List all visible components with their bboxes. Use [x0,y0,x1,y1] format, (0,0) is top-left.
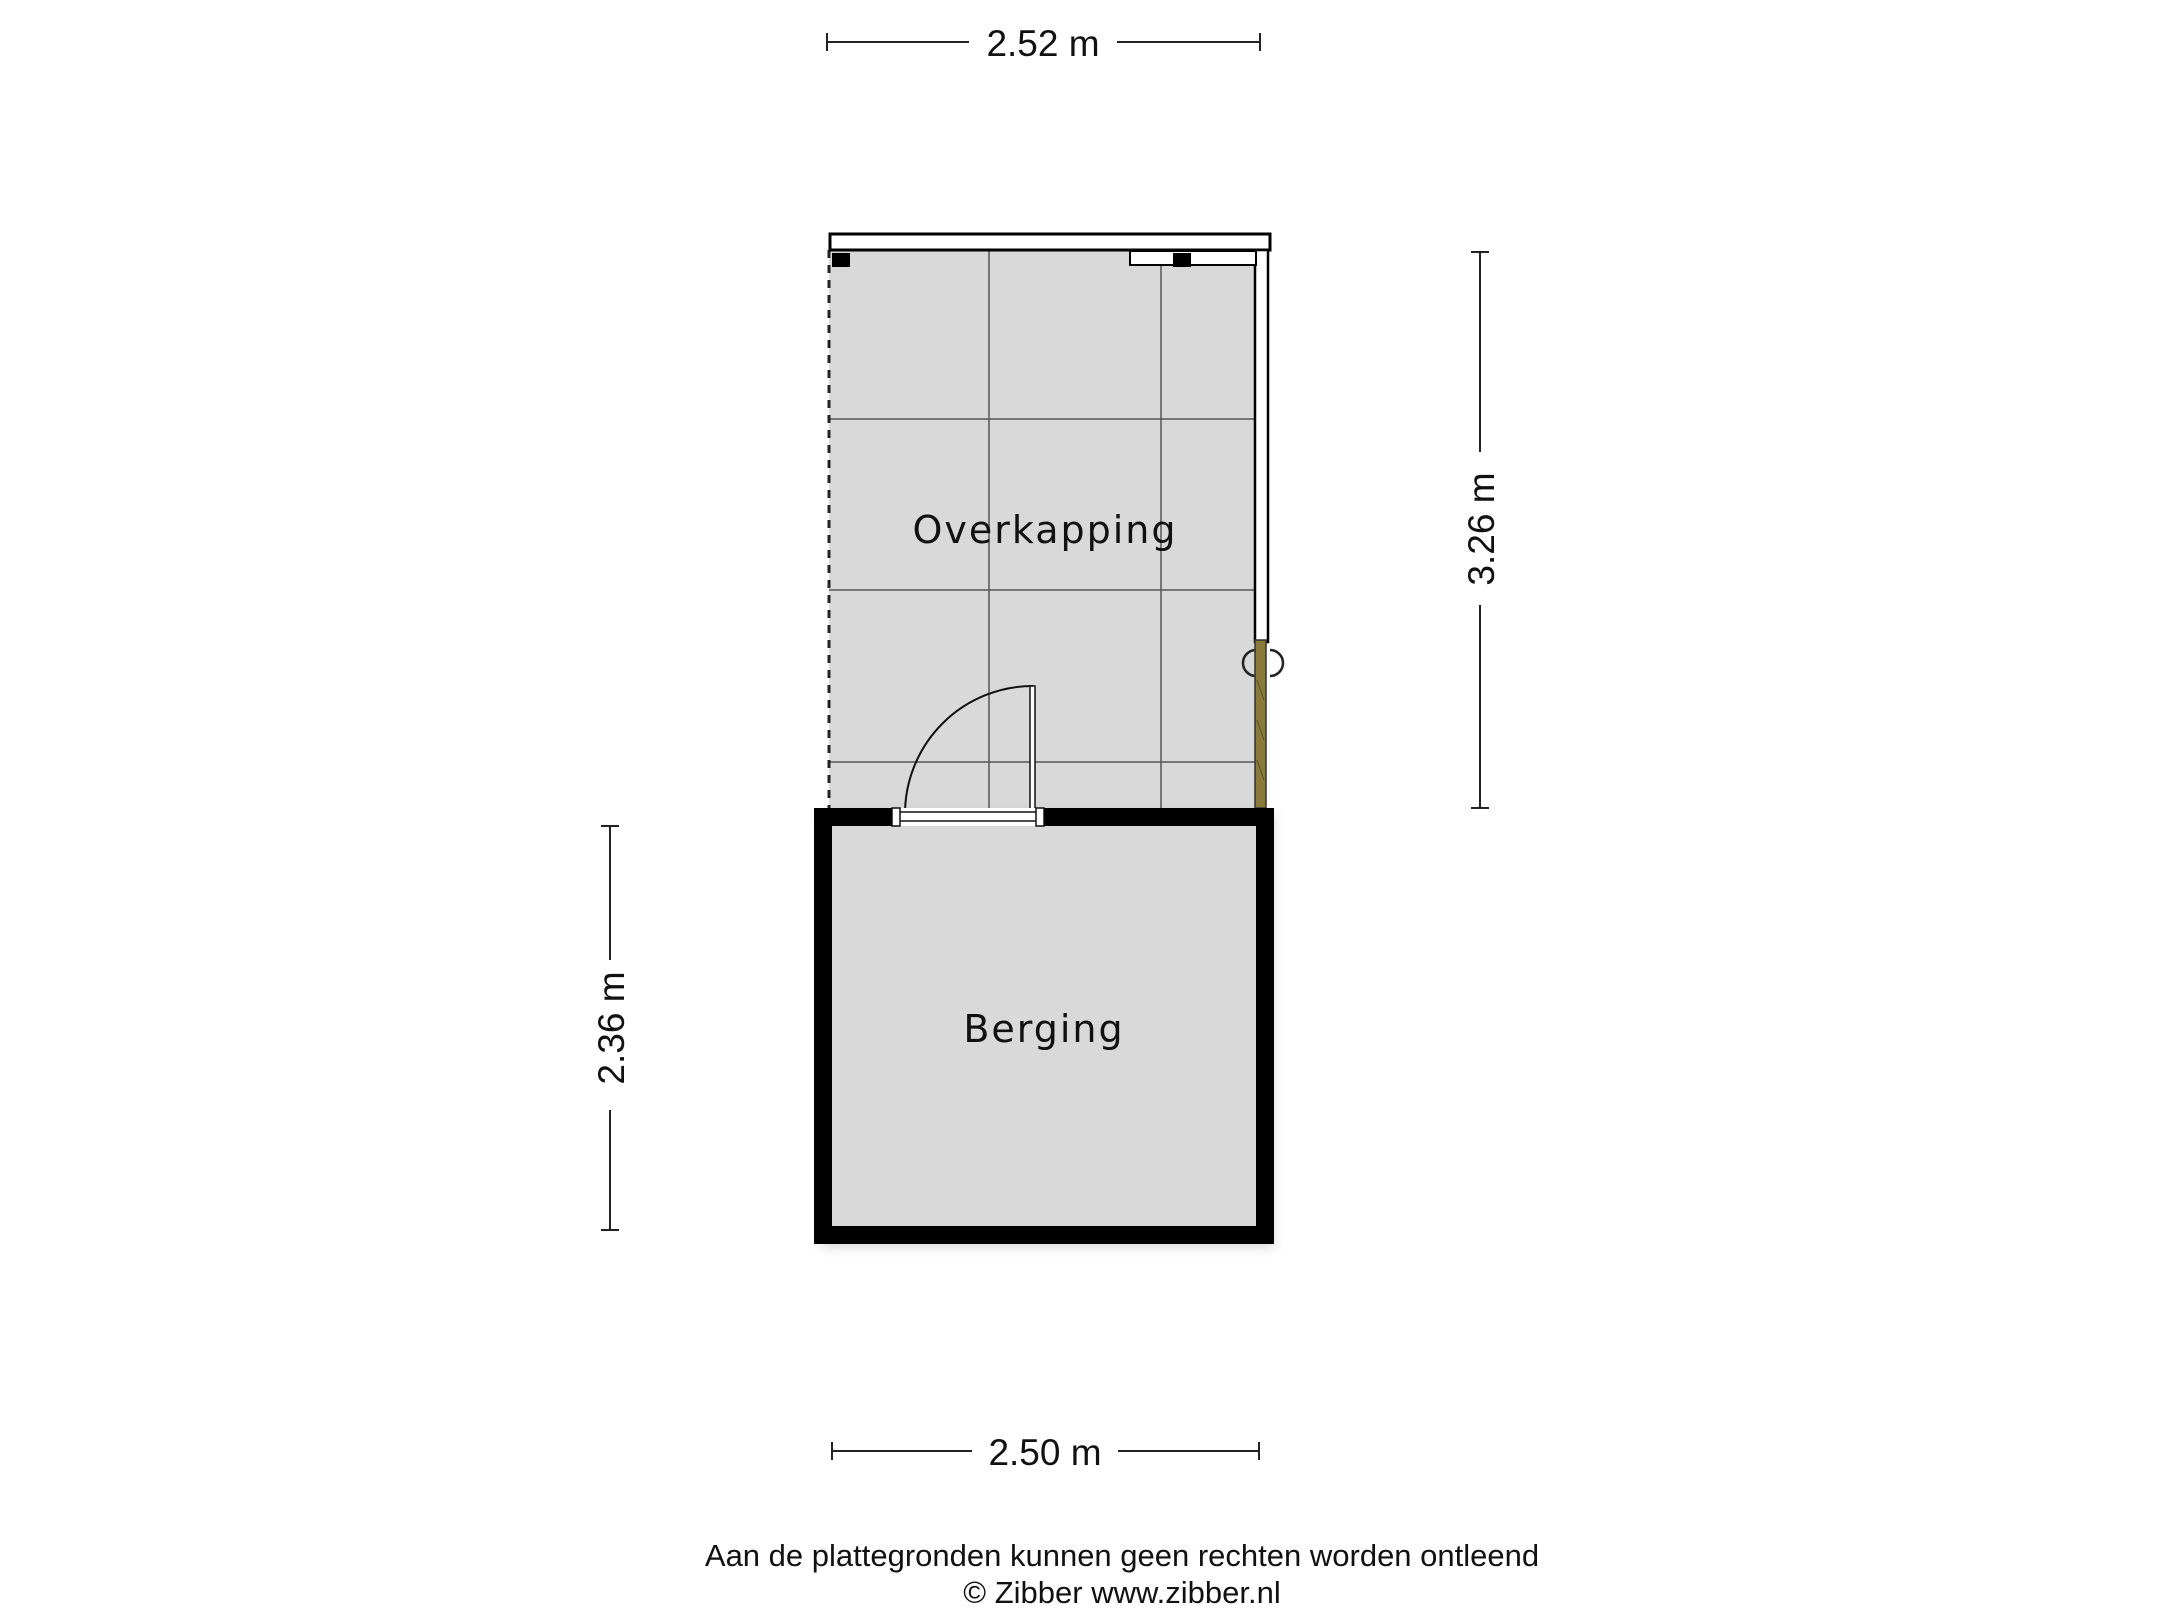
dimension-top-label: 2.52 m [986,23,1100,64]
dimension-right-label: 3.26 m [1461,472,1502,586]
room-overkapping [829,234,1283,810]
roof-beam-top [830,234,1270,250]
room-label-berging: Berging [963,1007,1125,1051]
dimension-bottom-label: 2.50 m [988,1432,1102,1473]
footer-disclaimer: Aan de plattegronden kunnen geen rechten worden ontleend [704,1538,1540,1573]
footer-copyright: © Zibber www.zibber.nl [963,1575,1281,1610]
room-label-overkapping: Overkapping [912,508,1178,552]
door-leaf [1030,686,1035,814]
door-opening [892,808,1044,826]
side-beam-right [1255,250,1268,642]
room-berging [814,808,1274,1247]
dimension-left-label: 2.36 m [591,971,632,1085]
dimension-left [591,826,632,1230]
dimension-right [1461,252,1502,808]
gate-panel [1255,640,1266,808]
dimension-bottom [832,1432,1259,1473]
beam-piece [1130,251,1256,265]
dimension-top [827,23,1260,64]
post-right [1173,253,1191,267]
post-left [832,253,850,267]
footer [705,1538,1539,1610]
